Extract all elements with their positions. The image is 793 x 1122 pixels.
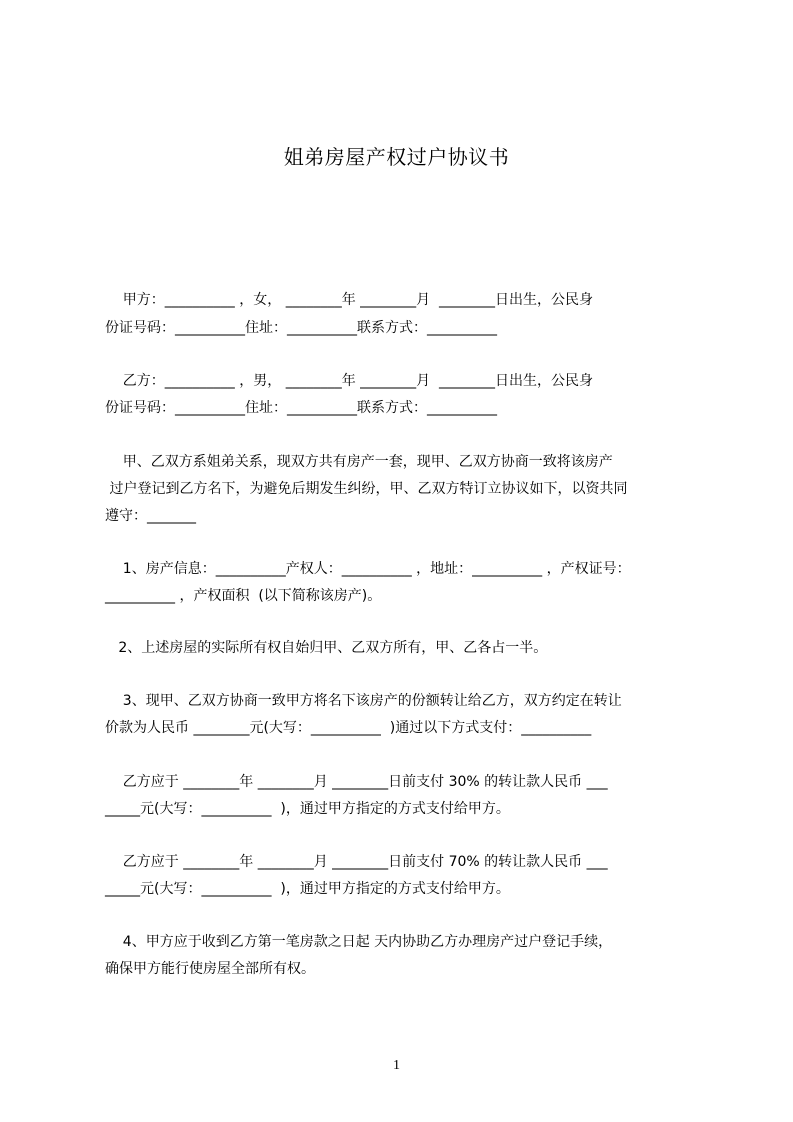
payment-2-line-1: 乙方应于 ________年 ________月 ________日前支付 70% 的转让款人民币 ___: [105, 854, 608, 870]
page-number: 1: [393, 1058, 400, 1073]
preamble-line-2: 过户登记到乙方名下，为避免后期发生纠纷，甲、乙双方特订立协议如下，以资共同: [105, 481, 628, 497]
party-b-line-1: 乙方：__________ ，男， ________年 ________月 ________日出生，公民身: [105, 373, 594, 389]
preamble-line-3: 遵守：_______: [105, 508, 196, 524]
payment-1-line-2: _____元(大写：__________ )，通过甲方指定的方式支付给甲方。: [105, 801, 510, 817]
clause-2-line: 2、上述房屋的实际所有权自始归甲、乙双方所有，甲、乙各占一半。: [105, 640, 548, 656]
clause-1-line-1: 1、房产信息：__________产权人：__________ ，地址：__________ ，产权证号：: [105, 561, 631, 577]
clause-3-line-1: 3、现甲、乙双方协商一致甲方将名下该房产的份额转让给乙方，双方约定在转让: [105, 693, 622, 709]
party-b-line-2: 份证号码：__________住址：__________联系方式：__________: [105, 400, 497, 416]
clause-4-line-2: 确保甲方能行使房屋全部所有权。: [105, 961, 315, 977]
payment-1-line-1: 乙方应于 ________年 ________月 ________日前支付 30% 的转让款人民币 ___: [105, 774, 608, 790]
party-a-line-2: 份证号码：__________住址：__________联系方式：__________: [105, 320, 497, 336]
preamble-line-1: 甲、乙双方系姐弟关系，现双方共有房产一套，现甲、乙双方协商一致将该房产: [105, 454, 613, 470]
clause-3-line-2: 价款为人民币 ________元(大写：__________ )通过以下方式支付：__________: [105, 720, 592, 736]
payment-2-line-2: _____元(大写：__________ )，通过甲方指定的方式支付给甲方。: [105, 881, 510, 897]
party-a-line-1: 甲方：__________ ，女， ________年 ________月 ________日出生，公民身: [105, 292, 594, 308]
clause-1-line-2: __________ ，产权面积 (以下简称该房产)。: [105, 588, 382, 604]
document-title: 姐弟房屋产权过户协议书: [283, 145, 510, 169]
clause-4-line-1: 4、甲方应于收到乙方第一笔房款之日起 天内协助乙方办理房产过户登记手续，: [105, 934, 613, 950]
